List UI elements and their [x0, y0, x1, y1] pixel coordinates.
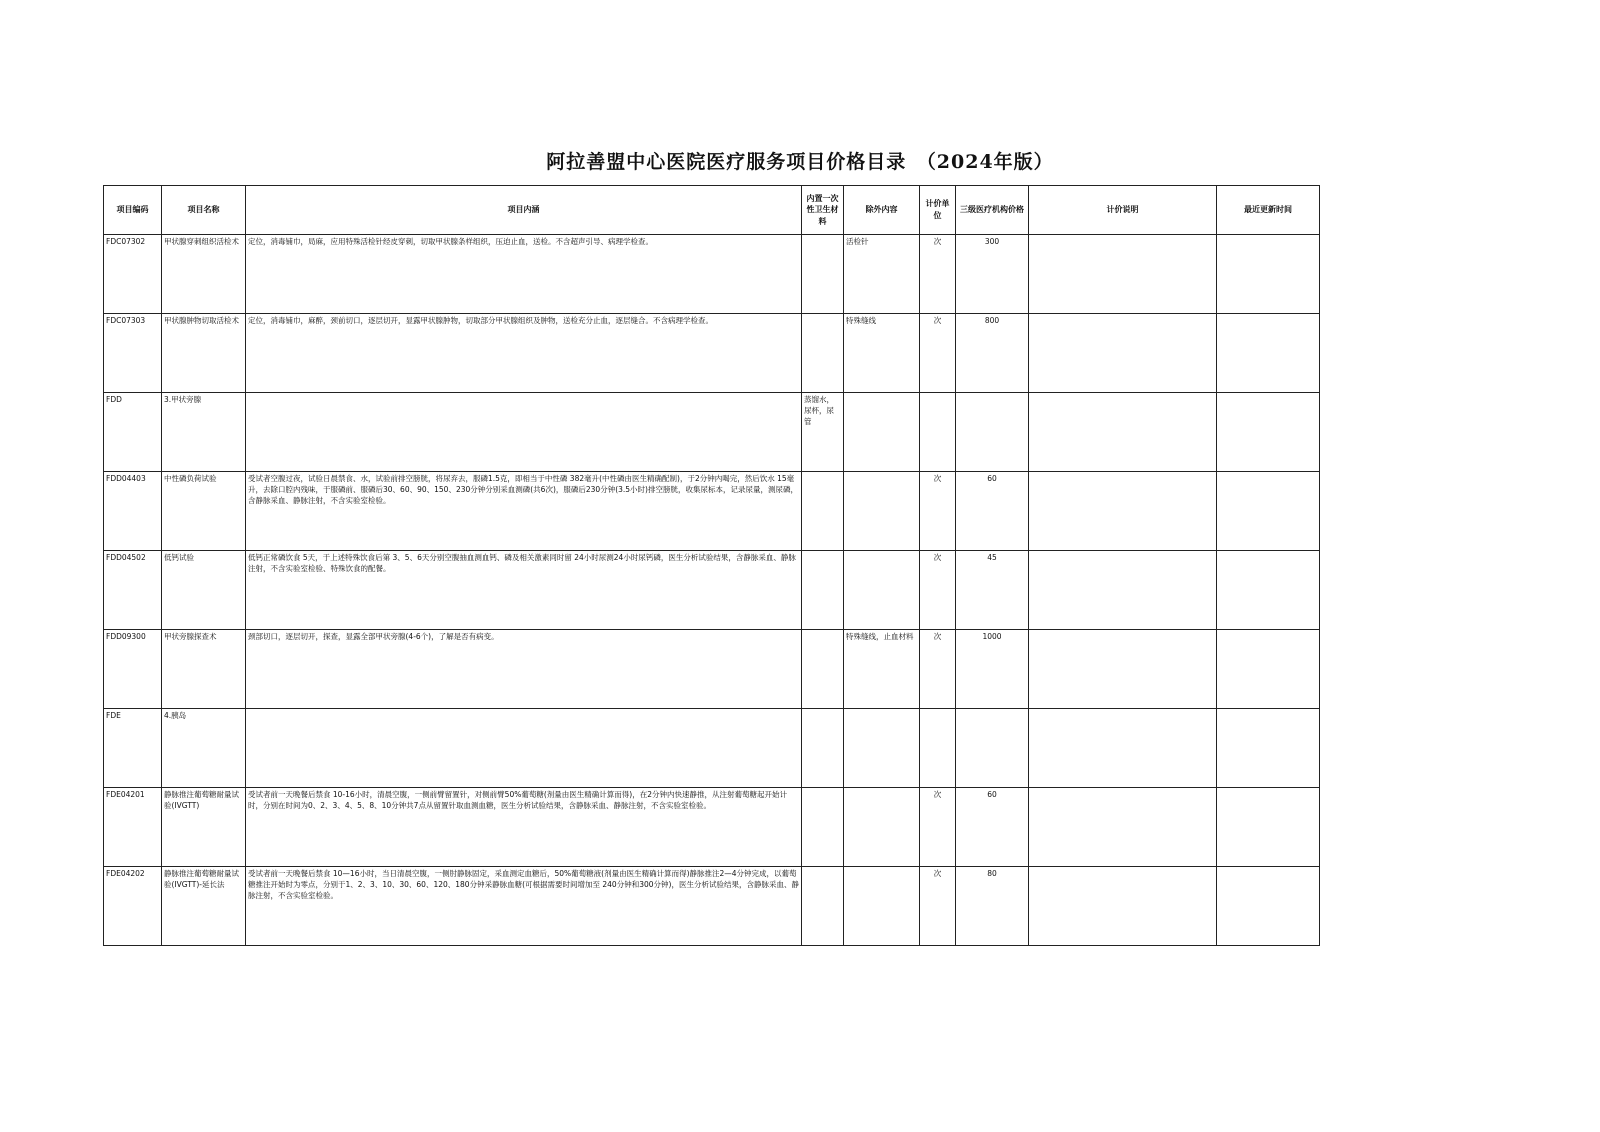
cell-material — [802, 788, 844, 867]
cell-updated — [1217, 867, 1320, 946]
cell-code: FDE04202 — [104, 867, 162, 946]
price-table — [103, 185, 1320, 946]
cell-code: FDD09300 — [104, 630, 162, 709]
cell-name: 中性磷负荷试验 — [162, 472, 246, 551]
cell-price: 45 — [956, 551, 1029, 630]
table-row — [104, 630, 1320, 709]
cell-note — [1029, 867, 1217, 946]
cell-updated — [1217, 472, 1320, 551]
table-row — [104, 472, 1320, 551]
header-updated: 最近更新时间 — [1217, 186, 1320, 235]
table-row — [104, 709, 1320, 788]
cell-content: 受试者空腹过夜，试验日晨禁食、水，试验前排空膀胱，将尿弃去，服磷1.5克，即相当于中性磷 382毫升(中性磷由医生精确配制)，于2分钟内喝完，然后饮水 15毫升，去除口腔内残味，于服磷前、服磷后30、60、90、150、230分钟分别采血测磷(共6次)，服磷后230分钟(3.5小时)排空膀胱，收集尿标本，记录尿量，测尿磷，含静脉采血、静脉注射，不含实验室检验。 — [246, 472, 802, 551]
table-row — [104, 314, 1320, 393]
cell-excluded — [844, 472, 920, 551]
cell-updated — [1217, 551, 1320, 630]
cell-excluded: 活检针 — [844, 235, 920, 314]
cell-note — [1029, 393, 1217, 472]
cell-price: 800 — [956, 314, 1029, 393]
cell-price: 80 — [956, 867, 1029, 946]
cell-material — [802, 472, 844, 551]
cell-unit: 次 — [920, 867, 956, 946]
cell-excluded — [844, 551, 920, 630]
cell-content: 受试者前一天晚餐后禁食 10—16小时，当日清晨空腹，一侧肘静脉固定，采血测定血糖后，50%葡萄糖液(剂量由医生精确计算而得)静脉推注2—4分钟完成，以葡萄糖推注开始时为零点，分别于1、2、3、10、30、60、120、180分钟采静脉血糖(可根据需要时间增加至 240分钟和300分钟)，医生分析试验结果，含静脉采血、静脉注射，不含实验室检验。 — [246, 867, 802, 946]
cell-name: 甲状腺肿物切取活检术 — [162, 314, 246, 393]
cell-material — [802, 235, 844, 314]
cell-price: 60 — [956, 788, 1029, 867]
cell-unit — [920, 709, 956, 788]
cell-price — [956, 709, 1029, 788]
cell-excluded — [844, 867, 920, 946]
cell-material — [802, 867, 844, 946]
header-code: 项目编码 — [104, 186, 162, 235]
cell-unit: 次 — [920, 630, 956, 709]
cell-material: 蒸馏水，尿杯，尿管 — [802, 393, 844, 472]
cell-excluded: 特殊缝线 — [844, 314, 920, 393]
table-row — [104, 788, 1320, 867]
cell-price: 300 — [956, 235, 1029, 314]
cell-name: 静脉推注葡萄糖耐量试验(IVGTT) — [162, 788, 246, 867]
cell-updated — [1217, 235, 1320, 314]
table-row — [104, 235, 1320, 314]
cell-material — [802, 551, 844, 630]
cell-name: 静脉推注葡萄糖耐量试验(IVGTT)-延长法 — [162, 867, 246, 946]
header-name: 项目名称 — [162, 186, 246, 235]
cell-excluded — [844, 393, 920, 472]
cell-excluded — [844, 788, 920, 867]
cell-content: 低钙正常磷饮食 5天，于上述特殊饮食后第 3、5、6天分别空腹抽血测血钙、磷及相关激素同时留 24小时尿测24小时尿钙磷，医生分析试验结果，含静脉采血、静脉注射，不含实验室检验、特殊饮食的配餐。 — [246, 551, 802, 630]
table-header-row — [104, 186, 1320, 235]
header-material: 内置一次性卫生材料 — [802, 186, 844, 235]
cell-note — [1029, 788, 1217, 867]
cell-updated — [1217, 630, 1320, 709]
cell-content — [246, 393, 802, 472]
cell-code: FDE04201 — [104, 788, 162, 867]
cell-unit: 次 — [920, 314, 956, 393]
cell-unit: 次 — [920, 472, 956, 551]
header-unit: 计价单位 — [920, 186, 956, 235]
table-row — [104, 867, 1320, 946]
cell-content: 定位，消毒铺巾，麻醉，颈前切口，逐层切开，显露甲状腺肿物，切取部分甲状腺组织及肿物，送检充分止血，逐层缝合。不含病理学检查。 — [246, 314, 802, 393]
cell-note — [1029, 709, 1217, 788]
cell-unit: 次 — [920, 788, 956, 867]
table-row — [104, 393, 1320, 472]
cell-code: FDD — [104, 393, 162, 472]
table-row — [104, 551, 1320, 630]
cell-name: 甲状腺穿刺组织活检术 — [162, 235, 246, 314]
cell-content: 定位，消毒铺巾，局麻，应用特殊活检针经皮穿刺，切取甲状腺条样组织，压迫止血，送检。不含超声引导、病理学检查。 — [246, 235, 802, 314]
cell-updated — [1217, 709, 1320, 788]
cell-updated — [1217, 314, 1320, 393]
cell-name: 4.胰岛 — [162, 709, 246, 788]
cell-material — [802, 709, 844, 788]
cell-unit: 次 — [920, 551, 956, 630]
cell-code: FDD04403 — [104, 472, 162, 551]
cell-note — [1029, 630, 1217, 709]
cell-excluded — [844, 709, 920, 788]
cell-unit: 次 — [920, 235, 956, 314]
cell-code: FDD04502 — [104, 551, 162, 630]
cell-content: 受试者前一天晚餐后禁食 10-16小时，清晨空腹，一侧前臂留置针，对侧前臂50%葡萄糖(剂量由医生精确计算而得)，在2分钟内快速静推，从注射葡萄糖起开始计时，分别在时间为0、2、3、4、5、8、10分钟共7点从留置针取血测血糖，医生分析试验结果，含静脉采血、静脉注射，不含实验室检验。 — [246, 788, 802, 867]
header-note: 计价说明 — [1029, 186, 1217, 235]
cell-unit — [920, 393, 956, 472]
cell-code: FDC07303 — [104, 314, 162, 393]
cell-code: FDC07302 — [104, 235, 162, 314]
cell-excluded: 特殊缝线，止血材料 — [844, 630, 920, 709]
cell-price: 1000 — [956, 630, 1029, 709]
cell-note — [1029, 472, 1217, 551]
cell-note — [1029, 551, 1217, 630]
cell-price: 60 — [956, 472, 1029, 551]
header-excluded: 除外内容 — [844, 186, 920, 235]
cell-note — [1029, 314, 1217, 393]
cell-content — [246, 709, 802, 788]
cell-content: 颈部切口，逐层切开，探查，显露全部甲状旁腺(4-6个)，了解是否有病变。 — [246, 630, 802, 709]
header-price: 三级医疗机构价格 — [956, 186, 1029, 235]
page-title: 阿拉善盟中心医院医疗服务项目价格目录 （2024年版） — [546, 151, 1054, 173]
cell-price — [956, 393, 1029, 472]
cell-updated — [1217, 393, 1320, 472]
cell-material — [802, 314, 844, 393]
cell-updated — [1217, 788, 1320, 867]
header-content: 项目内涵 — [246, 186, 802, 235]
cell-name: 低钙试验 — [162, 551, 246, 630]
cell-note — [1029, 235, 1217, 314]
cell-name: 甲状旁腺探查术 — [162, 630, 246, 709]
cell-code: FDE — [104, 709, 162, 788]
cell-name: 3.甲状旁腺 — [162, 393, 246, 472]
cell-material — [802, 630, 844, 709]
